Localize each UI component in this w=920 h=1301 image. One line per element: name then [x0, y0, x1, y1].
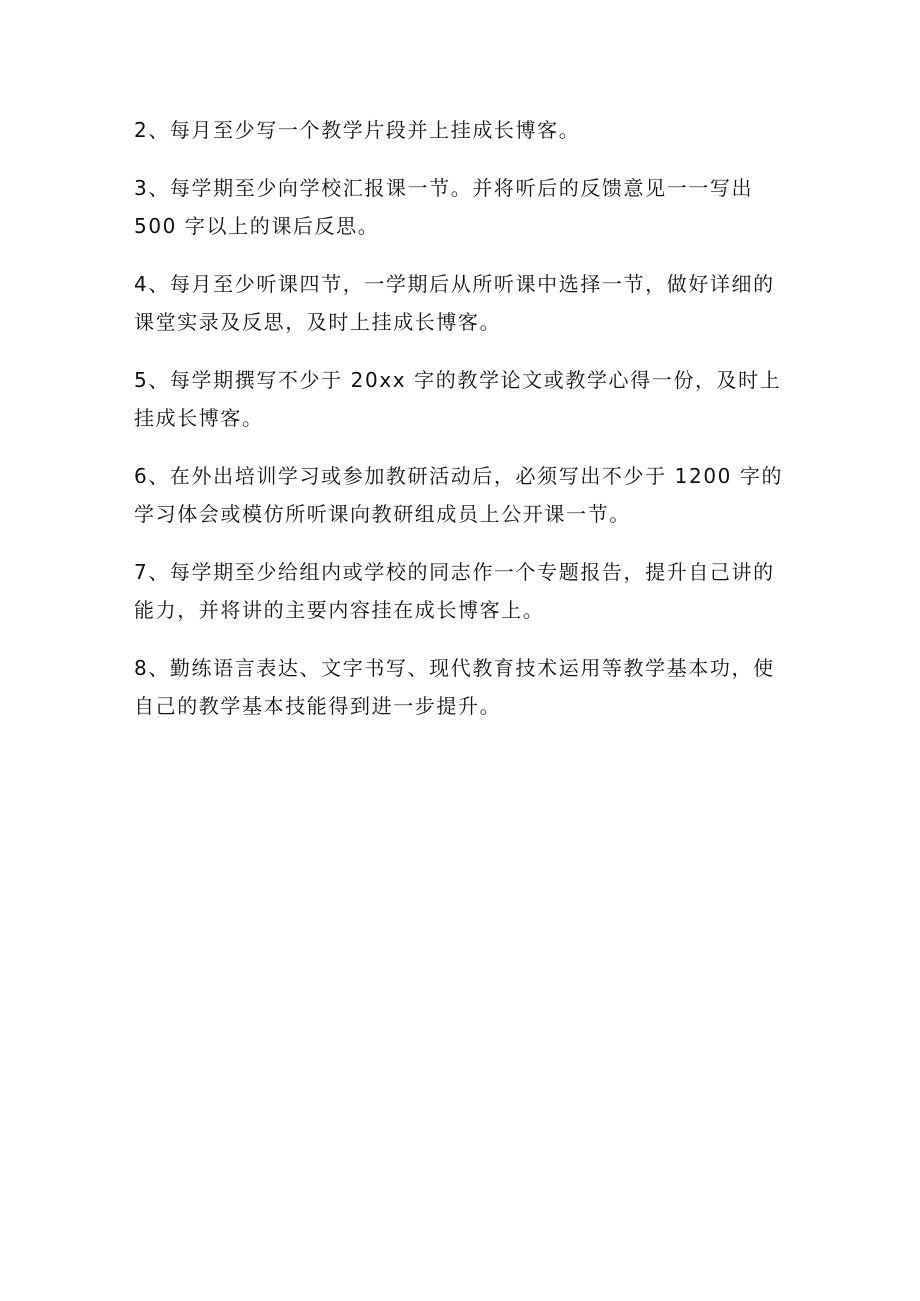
list-item-3: 3、每学期至少向学校汇报课一节。并将听后的反馈意见一一写出 500 字以上的课后反思。 [134, 176, 754, 238]
list-item-5: 5、每学期撰写不少于 20xx 字的教学论文或教学心得一份，及时上 挂成长博客。 [134, 368, 782, 430]
list-item-7: 7、每学期至少给组内或学校的同志作一个专题报告，提升自己讲的 能力，并将讲的主要内容挂在成长博客上。 [134, 560, 775, 622]
list-item-6: 6、在外出培训学习或参加教研活动后，必须写出不少于 1200 字的 学习体会或模仿所听课向教研组成员上公开课一节。 [134, 464, 784, 526]
list-item-8: 8、勤练语言表达、文字书写、现代教育技术运用等教学基本功，使 自己的教学基本技能得到进一步提升。 [134, 656, 775, 718]
list-item-4: 4、每月至少听课四节，一学期后从所听课中选择一节，做好详细的 课堂实录及反思，及时上挂成长博客。 [134, 272, 775, 334]
list-item-2: 2、每月至少写一个教学片段并上挂成长博客。 [134, 118, 581, 142]
document-body [134, 111, 794, 745]
